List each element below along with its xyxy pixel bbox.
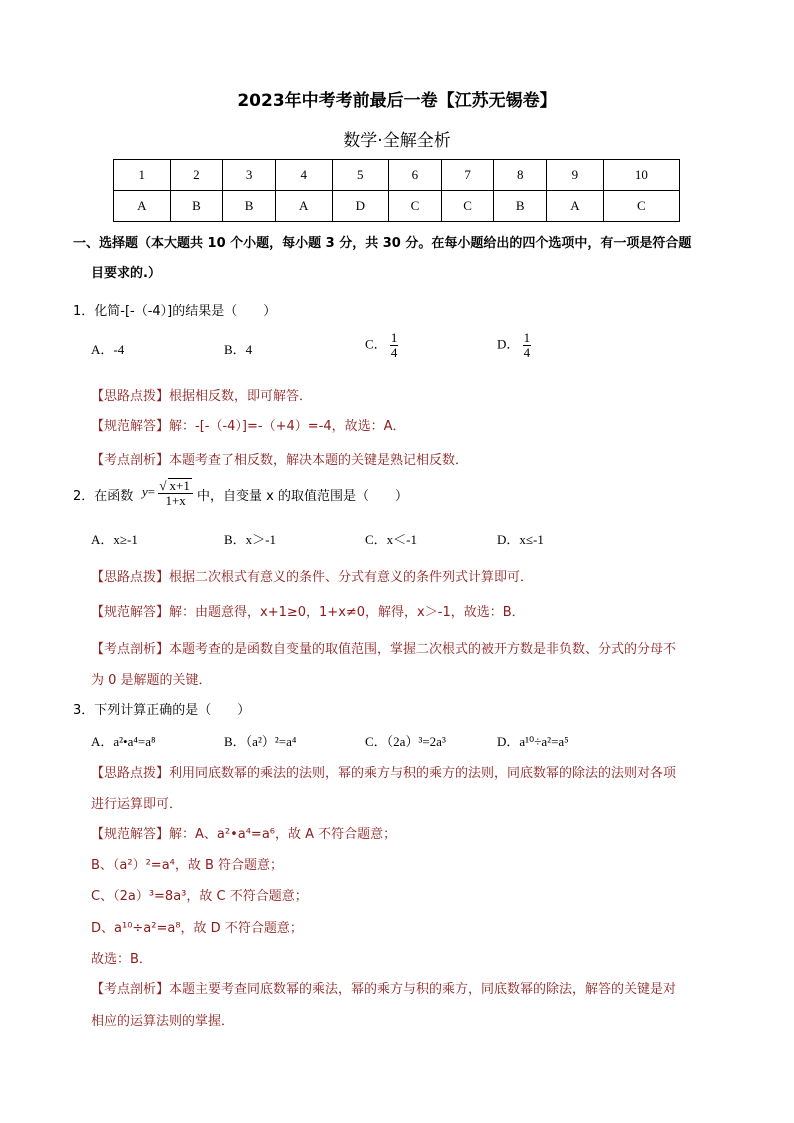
analysis-tag: 【考点剖析】: [91, 642, 170, 657]
fraction-denominator: 4: [390, 345, 398, 360]
q1-analysis: [91, 449, 468, 468]
analysis-tag: 【考点剖析】: [91, 982, 170, 997]
answer-table-answer-row: [114, 191, 680, 222]
table-cell: A: [547, 191, 604, 222]
q2-hint: [91, 566, 533, 585]
table-cell: 7: [441, 160, 494, 191]
question-3-stem: 3．下列计算正确的是（ ）: [73, 703, 251, 718]
table-cell: 3: [223, 160, 276, 191]
hint-text: 根据相反数，即可解答．: [169, 389, 313, 404]
q2-analysis: [91, 638, 676, 657]
q1-option-c: [365, 331, 398, 360]
fraction-denominator: 1+x: [165, 493, 186, 508]
q3-option-c: C．（2a）³=2a³: [365, 734, 446, 749]
table-cell: 5: [332, 160, 389, 191]
q1-option-d-fraction: [523, 331, 532, 360]
table-cell: A: [275, 191, 332, 222]
q3-analysis-cont: 相应的运算法则的掌握．: [91, 1014, 235, 1029]
q1-option-d-label: D．: [497, 336, 520, 352]
q3-solution: [91, 823, 396, 842]
q3-analysis: [91, 978, 676, 997]
fraction-numerator: 1: [390, 330, 398, 345]
q3-option-b: B．（a²）²=a⁴: [224, 734, 297, 749]
question-2-stem-post: 中，自变量 x 的取值范围是（ ）: [197, 489, 408, 504]
function-variable: y: [142, 483, 148, 499]
q3-hint-cont: 进行运算即可．: [91, 797, 183, 812]
q3-solution-b: B、（a²）²=a⁴，故 B 符合题意；: [91, 858, 284, 873]
table-cell: B: [170, 191, 223, 222]
hint-tag: 【思路点拨】: [91, 389, 170, 404]
analysis-text: 本题考查了相反数，解决本题的关键是熟记相反数．: [169, 453, 469, 468]
q1-option-b: B．4: [224, 342, 253, 357]
analysis-text: 本题考查的是函数自变量的取值范围，掌握二次根式的被开方数是非负数、分式的分母不: [169, 642, 677, 657]
solution-tag: 【规范解答】: [91, 419, 170, 434]
q2-solution: [91, 601, 525, 620]
q3-option-a: A．a²•a⁴=a⁸: [91, 734, 156, 749]
table-cell: 4: [275, 160, 332, 191]
fraction-denominator: 4: [523, 345, 531, 360]
solution-tag: 【规范解答】: [91, 605, 170, 620]
table-cell: C: [389, 191, 442, 222]
question-2-stem-pre: 2．在函数: [73, 489, 134, 504]
table-cell: 10: [603, 160, 679, 191]
hint-tag: 【思路点拨】: [91, 766, 170, 781]
q2-option-c: C．x＜-1: [365, 532, 418, 547]
table-cell: 2: [170, 160, 223, 191]
q3-solution-c: C、（2a）³=8a³，故 C 不符合题意；: [91, 889, 308, 904]
page-title: 2023年中考考前最后一卷【江苏无锡卷】: [237, 91, 557, 111]
table-cell: 8: [494, 160, 547, 191]
fraction-numerator: 1: [523, 330, 531, 345]
fraction-numerator: √ x+1: [158, 478, 192, 494]
q1-option-d: [497, 331, 531, 360]
q3-solution-d: D、a¹⁰÷a²=a⁸，故 D 不符合题意；: [91, 921, 303, 936]
hint-text: 根据二次根式有意义的条件、分式有意义的条件列式计算即可．: [169, 570, 534, 585]
solution-text: 解：-[-（-4）]=-（+4）=-4，故选：A．: [169, 419, 406, 434]
answer-table-number-row: [114, 160, 680, 191]
solution-text: 解：A、a²•a⁴=a⁶，故 A 不符合题意；: [169, 827, 397, 842]
equals-sign: =: [147, 483, 156, 499]
solution-tag: 【规范解答】: [91, 827, 170, 842]
q3-hint: [91, 762, 676, 781]
analysis-tag: 【考点剖析】: [91, 453, 170, 468]
radicand: x+1: [169, 478, 190, 493]
table-cell: C: [603, 191, 679, 222]
section-heading-cont: 目要求的.）: [91, 266, 161, 281]
q2-function-expression: [142, 478, 193, 512]
q2-option-b: B．x＞-1: [224, 532, 277, 547]
table-cell: 6: [389, 160, 442, 191]
q1-option-c-label: C．: [365, 336, 387, 352]
q1-solution: [91, 415, 406, 434]
table-cell: D: [332, 191, 389, 222]
q1-option-c-fraction: [390, 331, 399, 360]
q2-analysis-cont: 为 0 是解题的关键．: [91, 673, 212, 688]
section-heading: 一、选择题（本大题共 10 个小题，每小题 3 分，共 30 分。在每小题给出的四个选项中，有一项是符合题: [73, 236, 692, 251]
analysis-text: 本题主要考查同底数幂的乘法，幂的乘方与积的乘方，同底数幂的除法，解答的关键是对: [169, 982, 677, 997]
table-cell: B: [494, 191, 547, 222]
q3-option-d: D．a¹⁰÷a²=a⁵: [497, 734, 569, 749]
question-1-stem: 1．化简-[-（-4）]的结果是（ ）: [73, 304, 277, 319]
table-cell: C: [441, 191, 494, 222]
page-subtitle: 数学·全解全析: [343, 131, 451, 151]
hint-text: 利用同底数幂的乘法的法则，幂的乘方与积的乘方的法则，同底数幂的除法的法则对各项: [169, 766, 677, 781]
table-cell: B: [223, 191, 276, 222]
q2-function-fraction: [158, 478, 192, 508]
q2-option-d: D．x≤-1: [497, 532, 544, 547]
table-cell: 9: [547, 160, 604, 191]
table-cell: 1: [114, 160, 171, 191]
q1-option-a: A．-4: [91, 342, 125, 357]
q2-option-a: A．x≥-1: [91, 532, 138, 547]
answer-table: [113, 159, 680, 222]
solution-text: 解：由题意得，x+1≥0，1+x≠0，解得，x＞-1，故选：B．: [169, 605, 525, 620]
q1-hint: [91, 385, 312, 404]
q3-solution-conclusion: 故选：B．: [91, 952, 152, 967]
table-cell: A: [114, 191, 171, 222]
hint-tag: 【思路点拨】: [91, 570, 170, 585]
